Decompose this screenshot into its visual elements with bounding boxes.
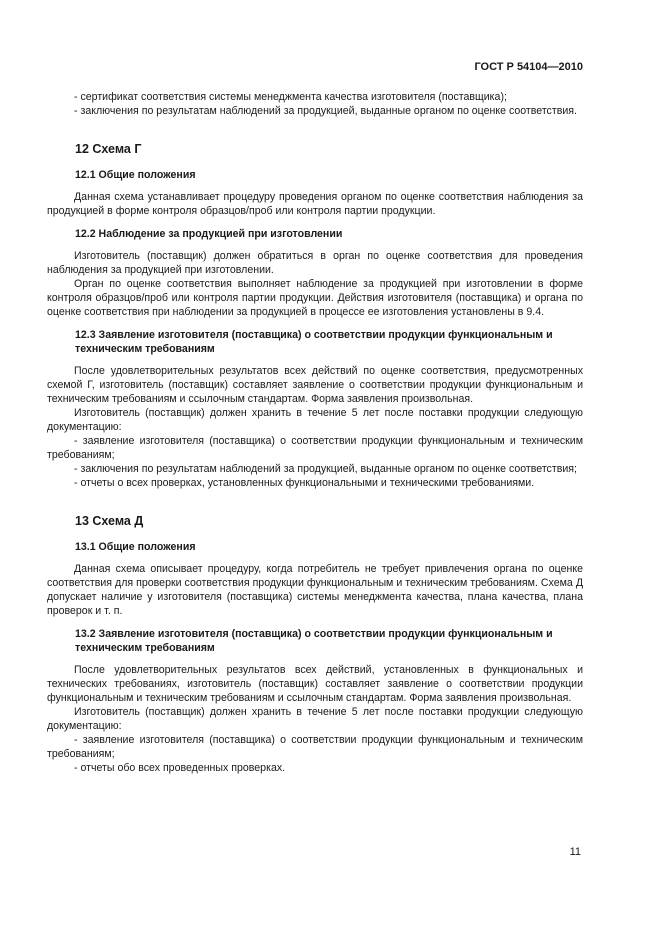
paragraph: После удовлетворительных результатов всех действий по оценке соответствия, предусмотренных схемой Г, изготовитель (поставщик) составляет заявление о соответствии продукции функциональным и техническим требованиям и ссылочным стандартам. Форма заявления произвольная. xyxy=(47,365,583,405)
list-item: - отчеты обо всех проведенных проверках. xyxy=(74,762,286,774)
paragraph: После удовлетворительных результатов всех действий, установленных в функциональных и технических требованиях, изготовитель (поставщик) составляет заявление о соответствии продукции функциональным и техническим требованиям и ссылочным стандартам. Форма заявления произвольная. xyxy=(47,664,583,704)
subsection-13-1-title: 13.1 Общие положения xyxy=(75,541,196,553)
paragraph: Изготовитель (поставщик) должен хранить в течение 5 лет после поставки продукции следующую документацию: xyxy=(47,706,583,732)
subsection-12-1-title: 12.1 Общие положения xyxy=(75,169,196,181)
paragraph: Изготовитель (поставщик) должен обратиться в орган по оценке соответствия для проведения наблюдения за продукцией при изготовлении. xyxy=(47,250,583,276)
list-item: - заявление изготовителя (поставщика) о соответствии продукции функциональным и техническим требованиям; xyxy=(47,435,583,461)
page-content xyxy=(47,90,583,775)
intro-list-item: - заключения по результатам наблюдений за продукцией, выданные органом по оценке соответствия. xyxy=(74,105,577,117)
intro-list-item: - сертификат соответствия системы менеджмента качества изготовителя (поставщика); xyxy=(74,91,507,103)
list-item: - отчеты о всех проверках, установленных функциональными и техническими требованиями. xyxy=(74,477,535,489)
paragraph: Данная схема устанавливает процедуру проведения органом по оценке соответствия наблюдения за продукцией в форме контроля образцов/проб или контроля партии продукции. xyxy=(47,191,583,217)
paragraph: Изготовитель (поставщик) должен хранить в течение 5 лет после поставки продукции следующую документацию: xyxy=(47,407,583,433)
paragraph: Орган по оценке соответствия выполняет наблюдение за продукцией при изготовлении в форме контроля образцов/проб или контроля партии продукции. Действия изготовителя (поставщика) и органа по оценке соответствия при наблюдении за продукцией в процессе ее изготовления установлены в 9.4. xyxy=(47,278,583,318)
page-number: 11 xyxy=(569,846,581,858)
subsection-12-2-title: 12.2 Наблюдение за продукцией при изготовлении xyxy=(75,228,343,240)
document-header: ГОСТ Р 54104—2010 xyxy=(474,61,583,73)
subsection-12-3-title: 12.3 Заявление изготовителя (поставщика) о соответствии продукции функциональным и техническим требованиям xyxy=(75,329,553,355)
list-item: - заявление изготовителя (поставщика) о соответствии продукции функциональным и техническим требованиям; xyxy=(47,734,583,760)
section-13-title: 13 Схема Д xyxy=(75,514,144,528)
list-item: - заключения по результатам наблюдений за продукцией, выданные органом по оценке соответствия; xyxy=(74,463,577,475)
paragraph: Данная схема описывает процедуру, когда потребитель не требует привлечения органа по оценке соответствия для проверки соответствия продукции функциональным и техническим требованиям. Схема Д допускает наличие у изготовителя (поставщика) системы менеджмента качества, плана качества, плана проверок и т. п. xyxy=(47,563,583,617)
section-12-title: 12 Схема Г xyxy=(75,142,142,156)
subsection-13-2-title: 13.2 Заявление изготовителя (поставщика) о соответствии продукции функциональным и техническим требованиям xyxy=(75,628,553,654)
